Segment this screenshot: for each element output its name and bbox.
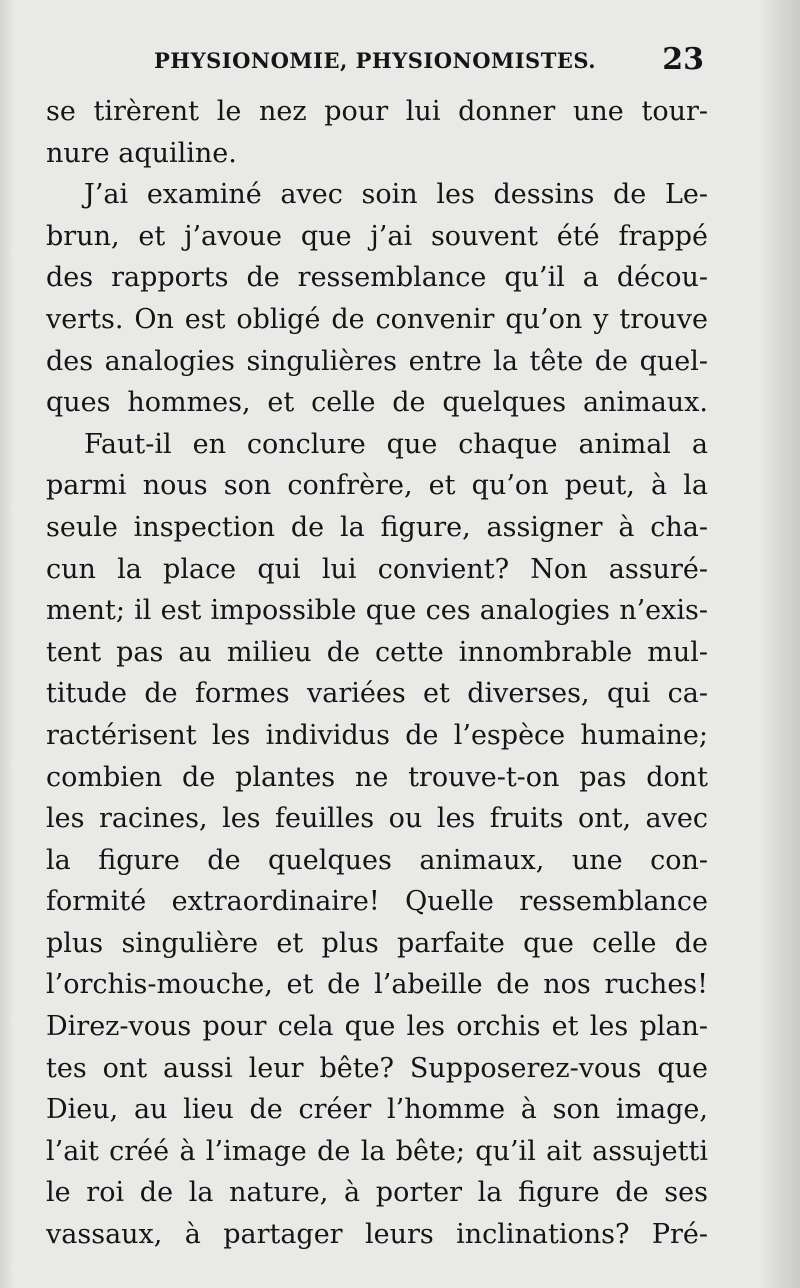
text-line: Faut-il en conclure que chaque animal a (84, 428, 708, 460)
text-line: formité extraordinaire! Quelle ressemblance (46, 886, 708, 918)
text-line: le roi de la nature, à porter la figure de ses (46, 1177, 708, 1209)
text-line: des analogies singulières entre la tête de quel- (46, 345, 708, 377)
text-line: Dieu, au lieu de créer l’homme à son image, (46, 1094, 708, 1126)
running-head: PHYSIONOMIE, PHYSIONOMISTES. (154, 48, 597, 73)
text-line: seule inspection de la figure, assigner à cha- (46, 511, 708, 543)
text-line: nure aquiline. (46, 137, 237, 169)
text-line: l’orchis-mouche, et de l’abeille de nos ruches! (46, 969, 708, 1001)
text-line: se tirèrent le nez pour lui donner une tour- (46, 96, 708, 127)
text-line: l’ait créé à l’image de la bête; qu’il ait assujetti (46, 1135, 708, 1167)
text-line: ractérisent les individus de l’espèce humaine; (46, 719, 708, 751)
text-line: Direz-vous pour cela que les orchis et les plan- (46, 1011, 708, 1043)
text-line: verts. On est obligé de convenir qu’on y trouve (46, 303, 708, 335)
page-header (46, 42, 704, 82)
text-line: plus singulière et plus parfaite que celle de (46, 927, 708, 959)
text-line: parmi nous son confrère, et qu’on peut, à la (46, 470, 708, 502)
text-line: cun la place qui lui convient? Non assuré- (46, 553, 708, 585)
text-line: vassaux, à partager leurs inclinations? Pré- (46, 1219, 708, 1251)
page-right-edge (762, 0, 800, 1288)
text-line: tent pas au milieu de cette innombrable mul- (46, 636, 708, 668)
text-line: des rapports de ressemblance qu’il a décou- (46, 262, 708, 294)
text-line: les racines, les feuilles ou les fruits ont, avec (46, 803, 708, 835)
text-line: combien de plantes ne trouve-t-on pas dont (46, 761, 708, 793)
text-line: tes ont aussi leur bête? Supposerez-vous que (46, 1052, 708, 1084)
page-number: 23 (662, 42, 704, 77)
text-line: J’ai examiné avec soin les dessins de Le- (84, 179, 708, 211)
text-line: titude de formes variées et diverses, qui ca- (46, 678, 708, 710)
body-text (46, 91, 708, 1256)
text-line: ment; il est impossible que ces analogies n’exis- (46, 595, 708, 627)
page-left-edge (0, 0, 14, 1288)
text-line: brun, et j’avoue que j’ai souvent été frappé (46, 220, 708, 252)
text-line: la figure de quelques animaux, une con- (46, 844, 708, 876)
text-line: ques hommes, et celle de quelques animaux. (46, 387, 708, 419)
